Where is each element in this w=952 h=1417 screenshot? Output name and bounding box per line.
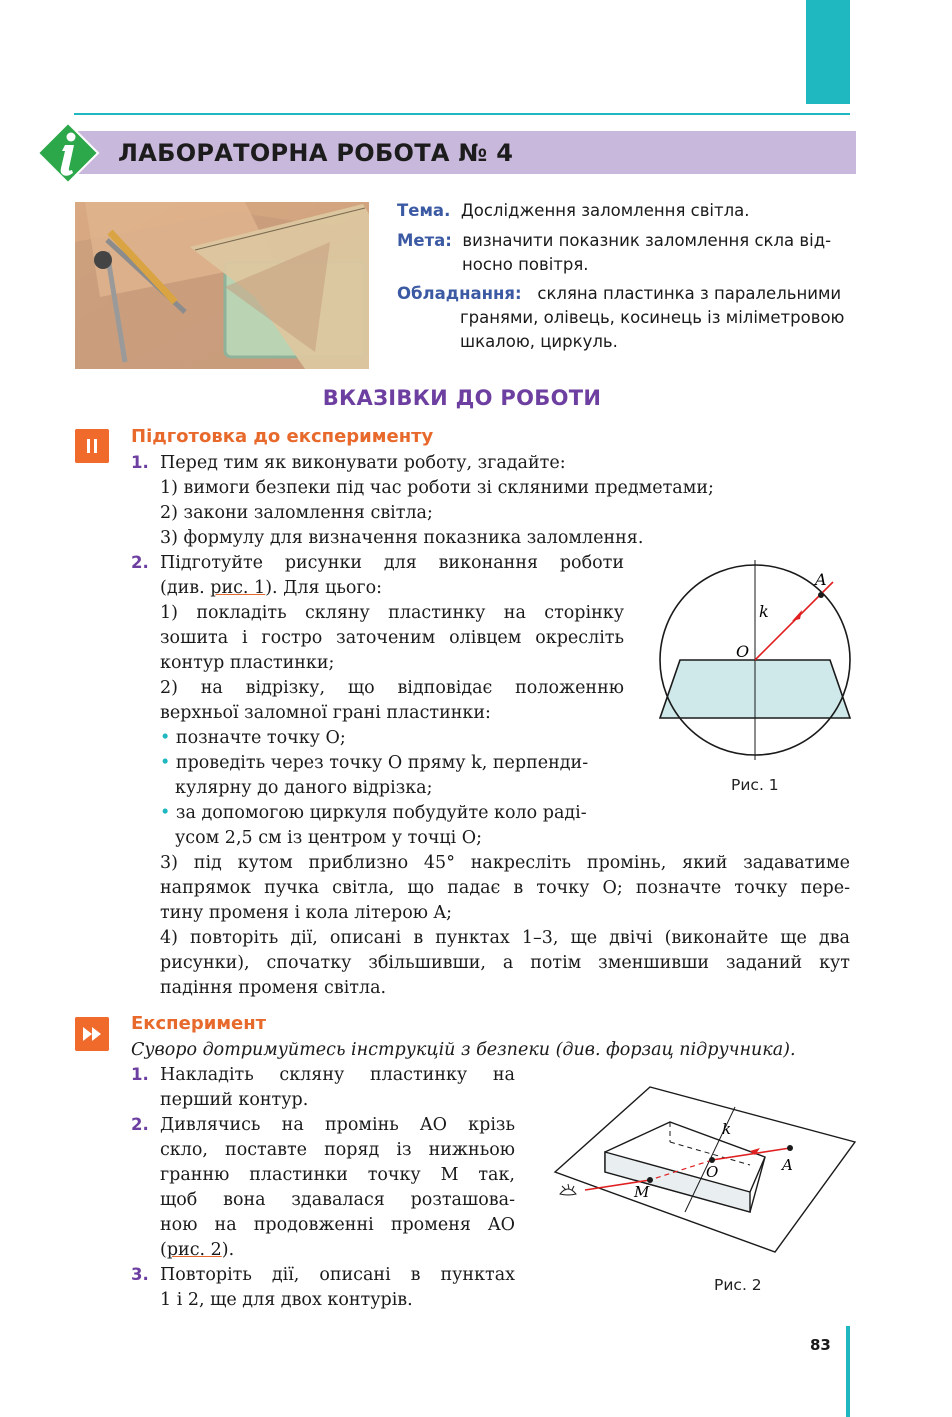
label-k: k: [722, 1120, 732, 1138]
fig1-link[interactable]: рис. 1: [210, 578, 266, 598]
page-number-bar: [846, 1326, 850, 1417]
fig2-caption: Рис. 2: [714, 1276, 762, 1294]
prep-line-3: 2) закони заломлення світла;: [160, 503, 433, 523]
prep-line-16: рисунки), спочатку збільшивши, а потім зменшивши заданий кут: [160, 953, 850, 973]
label-A: A: [782, 1156, 793, 1174]
bullet-3-cont: усом 2,5 см із центром у точці O;: [175, 828, 483, 848]
prep-line-11: верхньої заломної грані пластинки:: [160, 703, 491, 723]
exp-num-2: 2.: [131, 1115, 149, 1134]
exp-line-2e: ною на продовженні променя AO: [160, 1215, 515, 1235]
prep-line-5: Підготуйте рисунки для виконання роботи: [160, 553, 624, 573]
exp-line-3b: 1 і 2, ще для двох контурів.: [160, 1290, 413, 1310]
equipment-photo: [75, 202, 369, 369]
prep-line-15: 4) повторіть дії, описані в пунктах 1–3, ще двічі (виконайте ще два: [160, 928, 850, 948]
tema-label: Тема.: [397, 201, 451, 220]
prep-line-10: 2) на відрізку, що відповідає положенню: [160, 678, 624, 698]
bullet-2-cont: кулярну до даного відрізка;: [175, 778, 433, 798]
label-O: O: [706, 1163, 719, 1181]
prep-line-17: падіння променя світла.: [160, 978, 387, 998]
bullet-3: [160, 801, 587, 826]
exp-line-2d: щоб вона здавалася розташова-: [160, 1190, 515, 1210]
prep-line-6: [160, 576, 382, 601]
exp-line-2a: Дивлячись на промінь AO крізь: [160, 1115, 515, 1135]
exp-num-3: 3.: [131, 1265, 149, 1284]
prep-line-14: тину променя і кола літерою A;: [160, 903, 453, 923]
label-O: O: [736, 642, 750, 661]
prep-line-1: Перед тим як виконувати роботу, згадайте:: [160, 453, 566, 473]
bullet-3-text: за допомогою циркуля побудуйте коло раді-: [175, 803, 587, 823]
ray-arrow: [792, 610, 802, 621]
info-i-icon: [36, 121, 100, 185]
fig1-caption: Рис. 1: [731, 776, 779, 794]
fig2-link[interactable]: рис. 2: [166, 1240, 222, 1260]
bullet-2: [160, 751, 588, 776]
page-title: ЛАБОРАТОРНА РОБОТА № 4: [118, 139, 514, 167]
prep-title: Підготовка до експерименту: [131, 426, 434, 447]
bullet-1-text: позначте точку O;: [175, 728, 346, 748]
obl-text-2: гранями, олівець, косинець із міліметровою: [460, 308, 845, 327]
point-A: [818, 592, 824, 598]
prep-line-9: контур пластинки;: [160, 653, 335, 673]
bullet-dot: •: [160, 728, 171, 748]
fast-forward-icon: [75, 1017, 109, 1051]
exp-note: Суворо дотримуйтесь інструкцій з безпеки (див. форзац підручника).: [131, 1040, 796, 1060]
section-heading: ВКАЗІВКИ ДО РОБОТИ: [322, 386, 602, 410]
obl-line: [397, 281, 841, 307]
meta-text: визначити показник заломлення скла від-: [462, 231, 832, 250]
point-A: [787, 1145, 793, 1151]
exp-line-1a: Накладіть скляну пластинку на: [160, 1065, 515, 1085]
obl-text-3: шкалою, циркуль.: [460, 332, 618, 351]
page-number: 83: [810, 1336, 831, 1354]
paren-close: ).: [221, 1240, 235, 1260]
label-k: k: [759, 602, 769, 621]
figure-1: [650, 555, 860, 770]
exp-line-1b: перший контур.: [160, 1090, 309, 1110]
prep-line-12: 3) під кутом приблизно 45° накресліть промінь, який задаватиме: [160, 853, 850, 873]
exp-line-3a: Повторіть дії, описані в пунктах: [160, 1265, 515, 1285]
figure-2: [550, 1082, 860, 1257]
prep-num-2: 2.: [131, 553, 149, 572]
label-M: M: [634, 1183, 650, 1201]
exp-line-2c: гранню пластинки точку M так,: [160, 1165, 515, 1185]
prep-line-7: 1) покладіть скляну пластинку на сторінку: [160, 603, 624, 623]
prep-line-2: 1) вимоги безпеки під час роботи зі скляними предметами;: [160, 478, 714, 498]
prep-line-6a: (див.: [160, 578, 211, 598]
prep-line-13: напрямок пучка світла, що падає в точку O; позначте точку пере-: [160, 878, 850, 898]
bullet-dot: •: [160, 803, 171, 823]
exp-title: Експеримент: [131, 1013, 267, 1034]
exp-line-2b: скло, поставте поряд із нижньою: [160, 1140, 515, 1160]
meta-label: Мета:: [397, 231, 452, 250]
eye-icon: [560, 1184, 576, 1195]
label-A: A: [815, 570, 827, 589]
tema-text: Дослідження заломлення світла.: [460, 201, 750, 220]
prep-line-6c: ). Для цього:: [265, 578, 383, 598]
meta-line: [397, 228, 831, 254]
exp-num-1: 1.: [131, 1065, 149, 1084]
top-tab-block: [806, 0, 850, 104]
bullet-1: [160, 726, 346, 751]
prep-line-4: 3) формулу для визначення показника заломлення.: [160, 528, 644, 548]
pause-icon: [75, 429, 109, 463]
obl-label: Обладнання:: [397, 284, 522, 303]
prep-num-1: 1.: [131, 453, 149, 472]
meta-text-2: носно повітря.: [462, 255, 589, 274]
bullet-dot: •: [160, 753, 171, 773]
bullet-2-text: проведіть через точку O пряму k, перпенди-: [175, 753, 589, 773]
top-rule: [74, 113, 850, 115]
exp-line-2f: [160, 1238, 234, 1263]
prep-line-8: зошита і гостро заточеним олівцем окресліть: [160, 628, 624, 648]
tema-line: [397, 198, 750, 224]
obl-text: скляна пластинка з паралельними: [537, 284, 842, 303]
paren-open: (: [160, 1240, 167, 1260]
